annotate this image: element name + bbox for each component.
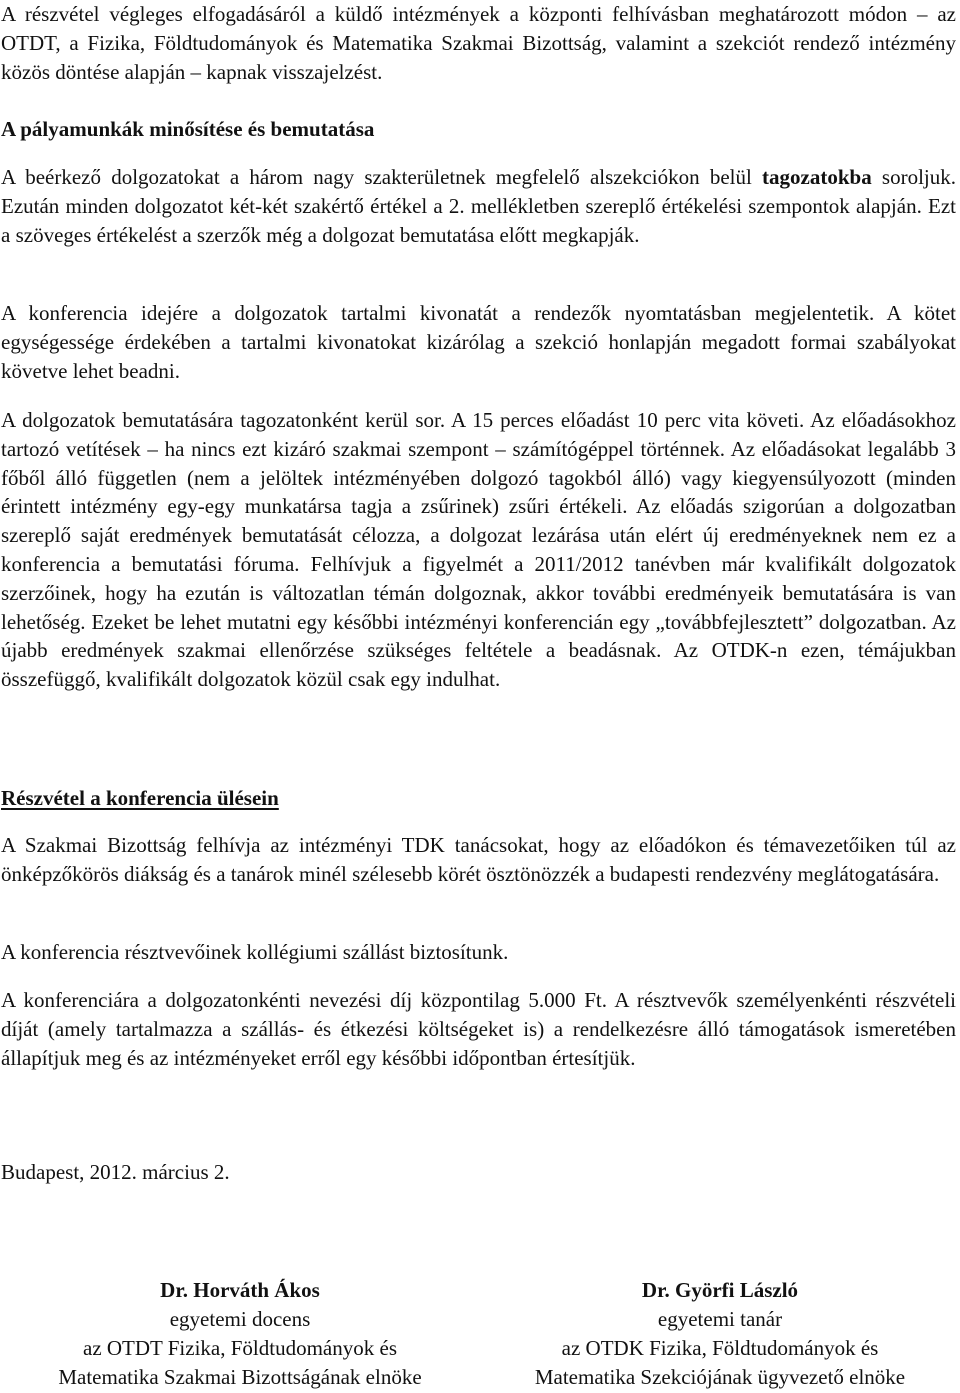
evaluation-p1-bold: tagozatokba xyxy=(762,165,872,189)
participation-paragraph-3: A konferenciára a dolgozatonkénti nevezési díj központilag 5.000 Ft. A résztvevők személyenkénti részvételi díját (amely tartalmazza a szállás- és étkezési költségeket is) a rendelkezésre álló támogatások ismeretében állapítjuk meg és az intézményeket erről egy későbbi időpontban értesítjük. xyxy=(1,988,956,1070)
signature-block-right xyxy=(480,1276,960,1392)
evaluation-p1-text-a: A beérkező dolgozatokat a három nagy szakterületnek megfelelő alszekciókon belül xyxy=(1,165,763,189)
signatory-title: egyetemi tanár xyxy=(657,1307,783,1331)
evaluation-p1-text-b: soroljuk. Ezután minden dolgozatot két-két szakértő értékel a 2. mellékletben szereplő értékelési szempontok alapján. Ezt a szöveges értékelést a szerzők még a dolgozat bemutatása előtt megkapják. xyxy=(1,165,957,247)
evaluation-paragraph-2: A konferencia idejére a dolgozatok tartalmi kivonatát a rendezők nyomtatásban megjelentetik. A kötet egységessége érdekében a tartalmi kivonatokat kizárólag a szekció honlapján megadott formai szabályokat követve lehet beadni. xyxy=(1,301,956,383)
signatory-role-line: Matematika Szakmai Bizottságának elnöke xyxy=(58,1365,422,1389)
signatory-name: Dr. Györfi László xyxy=(641,1278,799,1302)
signatory-title: egyetemi docens xyxy=(169,1307,311,1331)
section-heading-evaluation: A pályamunkák minősítése és bemutatása xyxy=(1,117,375,141)
section-heading-participation: Részvétel a konferencia ülésein xyxy=(1,786,279,810)
date-line: Budapest, 2012. március 2. xyxy=(1,1160,230,1184)
participation-paragraph-1: A Szakmai Bizottság felhívja az intézményi TDK tanácsokat, hogy az előadókon és témavezetőiken túl az önképzőkörös diákság és a tanárok minél szélesebb körét ösztönözzék a budapesti rendezvény meglátogatására. xyxy=(1,833,956,886)
signatory-role-line: Matematika Szekciójának ügyvezető elnöke xyxy=(534,1365,906,1389)
participation-paragraph-2: A konferencia résztvevőinek kollégiumi szállást biztosítunk. xyxy=(1,940,509,964)
evaluation-paragraph-1 xyxy=(1,163,956,249)
signatory-role-line: az OTDK Fizika, Földtudományok és xyxy=(561,1336,879,1360)
signatory-name: Dr. Horváth Ákos xyxy=(160,1278,320,1302)
evaluation-paragraph-3: A dolgozatok bemutatására tagozatonként kerül sor. A 15 perces előadást 10 perc vita követi. Az előadásokhoz tartozó vetítések – ha nincs ezt kizáró szakmai szempont – számítógéppel történnek. Az előadásokat legalább 3 főből álló független (nem a jelöltek intézményében dolgozó tagokból álló) vagy kiegyensúlyozott (minden érintett intézmény egy-egy munkatársa tagja a zsűrinek) zsűri értékeli. Az előadás szigorúan a dolgozatban szereplő saját eredmények bemutatását célozza, a dolgozat lezárása után elért új eredményeknek nem ez a konferencia a bemutatási fóruma. Felhívjuk a figyelmét a 2011/2012 tanévben már kvalifikált dolgozatok szerzőinek, hogy ha ezután is változatlan témán dolgoznak, akkor további eredményeik bemutatására is van lehetőség. Ezeket be lehet mutatni egy későbbi intézményi konferencián egy „továbbfejlesztett” dolgozatban. Az újabb eredmények szakmai ellenőrzése szükséges feltétele a beadásnak. Az OTDK-n ezen, témájukban összefüggő, kvalifikált dolgozatok közül csak egy indulhat. xyxy=(1,408,956,692)
signatory-role-line: az OTDT Fizika, Földtudományok és xyxy=(83,1336,397,1360)
signature-block-left xyxy=(0,1276,480,1392)
intro-paragraph: A részvétel végleges elfogadásáról a küldő intézmények a központi felhívásban meghatározott módon – az OTDT, a Fizika, Földtudományok és Matematika Szakmai Bizottság, valamint a szekciót rendező intézmény közös döntése alapján – kapnak visszajelzést. xyxy=(1,2,956,84)
